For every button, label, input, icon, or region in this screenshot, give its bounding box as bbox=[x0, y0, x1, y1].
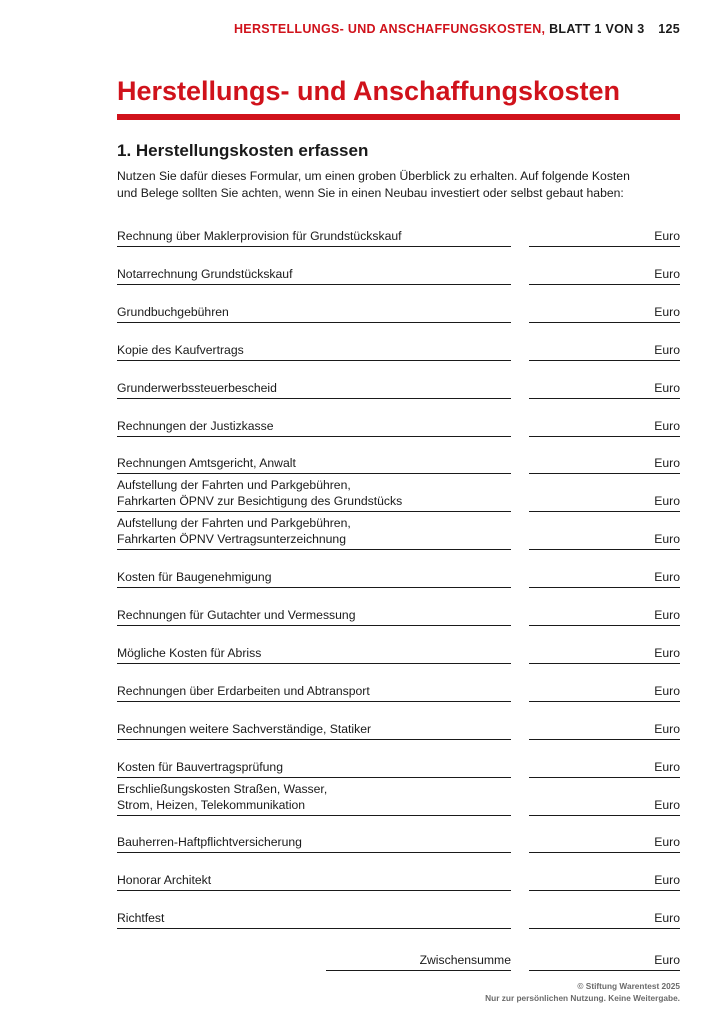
amount-field[interactable] bbox=[529, 264, 680, 285]
page-title: Herstellungs- und Anschaffungskosten bbox=[117, 76, 621, 106]
cost-item-label-line: Mögliche Kosten für Abriss bbox=[117, 645, 262, 660]
cost-item-label-line: Richtfest bbox=[117, 910, 165, 925]
currency-unit: Euro bbox=[654, 834, 680, 849]
intro-line: und Belege sollten Sie achten, wenn Sie in einen Neubau investiert oder selbst gebaut haben: bbox=[117, 186, 624, 200]
cost-row bbox=[117, 207, 680, 247]
cost-row bbox=[117, 662, 680, 702]
currency-unit: Euro bbox=[654, 418, 680, 433]
cost-row bbox=[117, 700, 680, 740]
header-section-title: HERSTELLUNGS- UND ANSCHAFFUNGSKOSTEN, bbox=[233, 22, 546, 36]
currency-unit: Euro bbox=[654, 952, 680, 967]
currency-unit: Euro bbox=[654, 569, 680, 584]
cost-item-label-line: Rechnungen weitere Sachverständige, Statiker bbox=[117, 721, 372, 736]
cost-row bbox=[117, 776, 680, 816]
cost-item-label-line: Kopie des Kaufvertrags bbox=[117, 342, 244, 357]
cost-item-label-line: Bauherren-Haftpflichtversicherung bbox=[117, 834, 302, 849]
cost-item-label-line: Aufstellung der Fahrten und Parkgebühren, bbox=[117, 478, 351, 492]
cost-item-label-line: Grunderwerbssteuerbescheid bbox=[117, 380, 277, 395]
cost-row bbox=[117, 586, 680, 626]
cost-item-label-line: Notarrechnung Grundstückskauf bbox=[117, 266, 293, 281]
cost-row bbox=[117, 813, 680, 853]
footer bbox=[485, 980, 680, 1004]
amount-field[interactable] bbox=[529, 681, 680, 702]
currency-unit: Euro bbox=[654, 342, 680, 357]
amount-field[interactable] bbox=[529, 643, 680, 664]
section-heading: 1. Herstellungskosten erfassen bbox=[117, 141, 369, 160]
cost-item-label-line: Aufstellung der Fahrten und Parkgebühren, bbox=[117, 516, 351, 530]
amount-field[interactable] bbox=[529, 757, 680, 778]
amount-field[interactable] bbox=[529, 340, 680, 361]
cost-row bbox=[117, 321, 680, 361]
amount-field[interactable] bbox=[529, 529, 680, 550]
cost-item-label-line: Fahrkarten ÖPNV Vertragsunterzeichnung bbox=[117, 531, 346, 546]
amount-field[interactable] bbox=[529, 491, 680, 512]
cost-item-label bbox=[117, 516, 511, 550]
amount-field[interactable] bbox=[529, 832, 680, 853]
cost-item-label-line: Erschließungskosten Straßen, Wasser, bbox=[117, 782, 328, 796]
amount-field[interactable] bbox=[529, 870, 680, 891]
currency-unit: Euro bbox=[654, 759, 680, 774]
currency-unit: Euro bbox=[654, 304, 680, 319]
amount-field[interactable] bbox=[529, 567, 680, 588]
cost-item-label bbox=[117, 782, 511, 816]
cost-item-label-line: Grundbuchgebühren bbox=[117, 304, 229, 319]
cost-row bbox=[117, 624, 680, 664]
cost-row bbox=[117, 738, 680, 778]
cost-item-label bbox=[117, 911, 511, 930]
cost-item-label-line: Kosten für Baugenehmigung bbox=[117, 569, 272, 584]
cost-row bbox=[117, 434, 680, 474]
currency-unit: Euro bbox=[654, 607, 680, 622]
cost-item-label-line: Strom, Heizen, Telekommunikation bbox=[117, 797, 306, 812]
cost-row bbox=[117, 851, 680, 891]
currency-unit: Euro bbox=[654, 380, 680, 395]
amount-field[interactable] bbox=[529, 226, 680, 247]
cost-item-label-line: Rechnungen Amtsgericht, Anwalt bbox=[117, 455, 296, 470]
subtotal-row bbox=[326, 951, 680, 971]
cost-item-label-line: Honorar Architekt bbox=[117, 872, 212, 887]
title-underline bbox=[117, 114, 680, 120]
cost-row bbox=[117, 510, 680, 550]
amount-field[interactable] bbox=[529, 378, 680, 399]
cost-row bbox=[117, 889, 680, 929]
currency-unit: Euro bbox=[654, 531, 680, 546]
currency-unit: Euro bbox=[654, 228, 680, 243]
currency-unit: Euro bbox=[654, 872, 680, 887]
cost-row bbox=[117, 359, 680, 399]
amount-field[interactable] bbox=[529, 908, 680, 929]
running-header bbox=[234, 22, 680, 36]
cost-item-label-line: Fahrkarten ÖPNV zur Besichtigung des Grundstücks bbox=[117, 493, 403, 508]
subtotal-label: Zwischensumme bbox=[419, 952, 511, 967]
amount-field[interactable] bbox=[529, 719, 680, 740]
cost-row bbox=[117, 548, 680, 588]
cost-row bbox=[117, 472, 680, 512]
cost-item-label-line: Kosten für Bauvertragsprüfung bbox=[117, 759, 283, 774]
page-number: 125 bbox=[658, 22, 680, 36]
header-sheet-indicator: BLATT 1 VON 3 bbox=[549, 22, 645, 36]
cost-row bbox=[117, 245, 680, 285]
intro-line: Nutzen Sie dafür dieses Formular, um einen groben Überblick zu erhalten. Auf folgende Kosten bbox=[117, 169, 630, 183]
cost-item-label bbox=[117, 478, 511, 512]
currency-unit: Euro bbox=[654, 645, 680, 660]
cost-row bbox=[117, 283, 680, 323]
cost-item-label-line: Rechnungen für Gutachter und Vermessung bbox=[117, 607, 356, 622]
cost-item-label-line: Rechnungen über Erdarbeiten und Abtransport bbox=[117, 683, 370, 698]
cost-item-label-line: Rechnung über Maklerprovision für Grundstückskauf bbox=[117, 228, 402, 243]
currency-unit: Euro bbox=[654, 721, 680, 736]
currency-unit: Euro bbox=[654, 493, 680, 508]
amount-field[interactable] bbox=[529, 453, 680, 474]
subtotal-amount-field[interactable] bbox=[529, 950, 680, 971]
currency-unit: Euro bbox=[654, 797, 680, 812]
currency-unit: Euro bbox=[654, 910, 680, 925]
subtotal-label-line bbox=[326, 950, 511, 971]
cost-row bbox=[117, 397, 680, 437]
amount-field[interactable] bbox=[529, 302, 680, 323]
currency-unit: Euro bbox=[654, 266, 680, 281]
cost-item-label-line: Rechnungen der Justizkasse bbox=[117, 418, 274, 433]
currency-unit: Euro bbox=[654, 683, 680, 698]
currency-unit: Euro bbox=[654, 455, 680, 470]
usage-notice: Nur zur persönlichen Nutzung. Keine Weitergabe. bbox=[485, 993, 680, 1003]
intro-paragraph bbox=[117, 168, 687, 202]
amount-field[interactable] bbox=[529, 605, 680, 626]
copyright-notice: © Stiftung Warentest 2025 bbox=[577, 981, 680, 991]
